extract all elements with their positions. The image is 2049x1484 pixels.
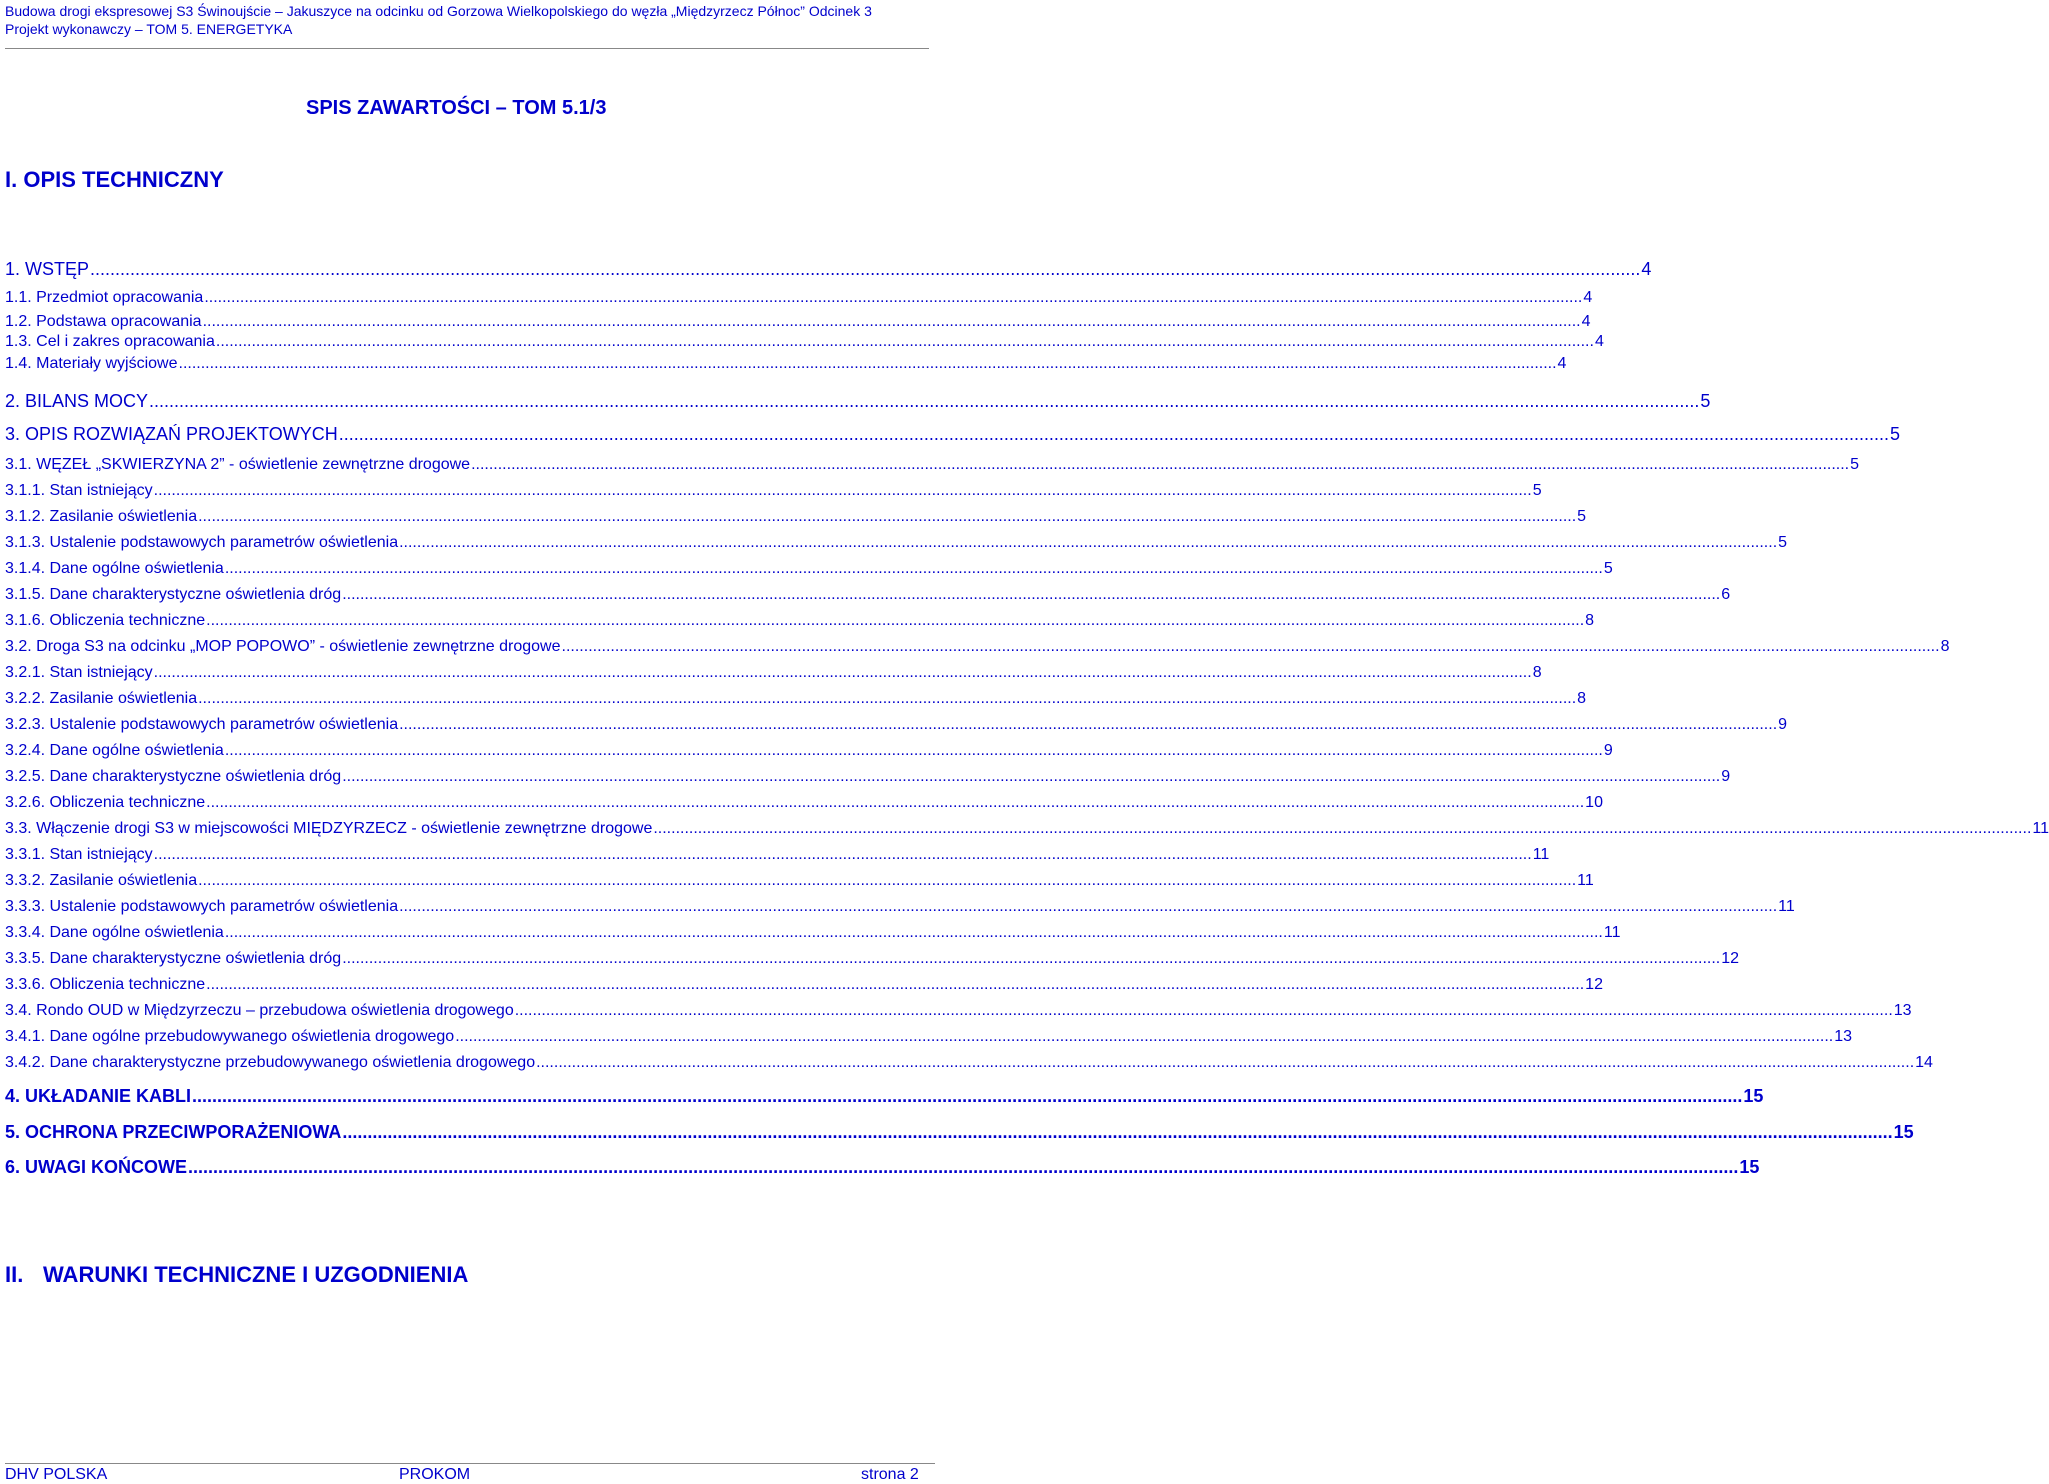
header-volume-title: Projekt wykonawczy – TOM 5. ENERGETYKA xyxy=(5,21,293,37)
toc-page: 13 xyxy=(1893,1002,1912,1019)
toc-label: 4. UKŁADANIE KABLI xyxy=(5,1086,192,1106)
toc-label: 3.3.5. Dane charakterystyczne oświetlenia dróg xyxy=(5,950,342,967)
toc-label: 3.1. WĘZEŁ „SKWIERZYNA 2” - oświetlenie zewnętrzne drogowe xyxy=(5,456,471,473)
toc-leader xyxy=(154,664,1532,682)
toc-page: 11 xyxy=(2032,820,2049,837)
toc-label: 1.1. Przedmiot opracowania xyxy=(5,289,204,306)
toc-entry-3-2[interactable] xyxy=(5,638,1949,656)
toc-label: 3.4.2. Dane charakterystyczne przebudowywanego oświetlenia drogowego xyxy=(5,1054,536,1071)
toc-page: 5 xyxy=(1603,560,1613,577)
toc-label: 3.1.3. Ustalenie podstawowych parametrów oświetlenia xyxy=(5,534,399,551)
toc-page: 8 xyxy=(1532,664,1542,681)
toc-leader xyxy=(188,1157,1738,1178)
toc-label: 3.3.2. Zasilanie oświetlenia xyxy=(5,872,198,889)
toc-leader xyxy=(198,872,1576,890)
toc-page: 11 xyxy=(1577,872,1594,889)
toc-page: 4 xyxy=(1583,289,1593,306)
toc-leader xyxy=(198,690,1576,708)
toc-leader xyxy=(342,1122,1892,1143)
toc-leader xyxy=(225,924,1603,942)
footer-company: DHV POLSKA xyxy=(5,1466,108,1483)
page-header xyxy=(5,2,953,38)
toc-label: 2. BILANS MOCY xyxy=(5,391,149,411)
toc-entry-3-1[interactable] xyxy=(5,456,1859,474)
toc-leader xyxy=(339,424,1889,445)
toc-leader xyxy=(342,768,1720,786)
toc-label: 3.2.4. Dane ogólne oświetlenia xyxy=(5,742,224,759)
toc-entry-3-2-1[interactable] xyxy=(5,664,1542,682)
toc-entry-1-4[interactable] xyxy=(5,355,1566,373)
footer-page-number: strona 2 xyxy=(861,1466,919,1483)
toc-leader xyxy=(154,482,1532,500)
toc-page: 15 xyxy=(1739,1157,1760,1177)
toc-leader xyxy=(203,313,1581,331)
toc-entry-2[interactable] xyxy=(5,391,1710,412)
toc-page: 6 xyxy=(1721,586,1731,603)
toc-label: 1.3. Cel i zakres opracowania xyxy=(5,333,215,350)
toc-leader xyxy=(216,333,1594,351)
toc-entry-3-3-6[interactable] xyxy=(5,976,1603,994)
toc-leader xyxy=(206,612,1584,630)
toc-label: 3.2.3. Ustalenie podstawowych parametrów oświetlenia xyxy=(5,716,399,733)
toc-page: 9 xyxy=(1603,742,1613,759)
header-project-title: Budowa drogi ekspresowej S3 Świnoujście – Jakuszyce na odcinku od Gorzowa Wielkopolskiego do węzła „Międzyrzecz Północ” Odcinek 3 xyxy=(5,3,872,19)
toc-page: 4 xyxy=(1557,355,1567,372)
toc-page: 9 xyxy=(1778,716,1788,733)
toc-label: 3.1.4. Dane ogólne oświetlenia xyxy=(5,560,224,577)
toc-page: 4 xyxy=(1641,259,1652,279)
toc-page: 8 xyxy=(1585,612,1595,629)
toc-page: 5 xyxy=(1778,534,1788,551)
toc-leader xyxy=(198,508,1576,526)
toc-leader xyxy=(225,742,1603,760)
toc-page: 11 xyxy=(1778,898,1795,915)
toc-page: 15 xyxy=(1743,1086,1764,1106)
toc-leader xyxy=(455,1028,1833,1046)
toc-page: 11 xyxy=(1532,846,1550,863)
toc-entry-3-1-4[interactable] xyxy=(5,560,1613,578)
toc-leader xyxy=(653,820,2031,838)
toc-label: 1. WSTĘP xyxy=(5,259,90,279)
footer-partner: PROKOM xyxy=(399,1466,471,1483)
toc-page: 8 xyxy=(1577,690,1587,707)
toc-label: 1.2. Podstawa opracowania xyxy=(5,313,202,330)
toc-label: 3.3.1. Stan istniejący xyxy=(5,846,153,863)
toc-label: 3.2.5. Dane charakterystyczne oświetlenia dróg xyxy=(5,768,342,785)
part-1-heading: I. OPIS TECHNICZNY xyxy=(5,167,224,192)
part-2-heading xyxy=(5,1262,468,1288)
toc-leader xyxy=(192,1086,1742,1107)
toc-label: 3.3.4. Dane ogólne oświetlenia xyxy=(5,924,224,941)
toc-entry-3-2-3[interactable] xyxy=(5,716,1787,734)
part-2-title: WARUNKI TECHNICZNE I UZGODNIENIA xyxy=(43,1262,469,1287)
toc-page: 11 xyxy=(1603,924,1621,941)
toc-label: 1.4. Materiały wyjściowe xyxy=(5,355,178,372)
toc-page: 5 xyxy=(1850,456,1860,473)
toc-leader xyxy=(179,355,1557,373)
toc-entry-3-1-3[interactable] xyxy=(5,534,1787,552)
toc-label: 5. OCHRONA PRZECIWPORAŻENIOWA xyxy=(5,1122,342,1142)
footer-divider xyxy=(5,1463,935,1464)
toc-entry-3-3-2[interactable] xyxy=(5,872,1594,890)
toc-entry-3-3-4[interactable] xyxy=(5,924,1620,942)
toc-entry-3-2-4[interactable] xyxy=(5,742,1613,760)
toc-leader xyxy=(471,456,1849,474)
toc-leader xyxy=(399,898,1777,916)
toc-leader xyxy=(399,716,1777,734)
toc-entry-4[interactable] xyxy=(5,1086,1763,1107)
toc-label: 3.1.6. Obliczenia techniczne xyxy=(5,612,206,629)
toc-page: 5 xyxy=(1532,482,1542,499)
toc-label: 3.4.1. Dane ogólne przebudowywanego oświetlenia drogowego xyxy=(5,1028,455,1045)
toc-leader xyxy=(399,534,1777,552)
toc-entry-3-2-6[interactable] xyxy=(5,794,1603,812)
toc-label: 3.3.6. Obliczenia techniczne xyxy=(5,976,206,993)
toc-page: 8 xyxy=(1940,638,1950,655)
header-divider xyxy=(5,48,929,49)
toc-leader xyxy=(204,289,1582,307)
toc-entry-3-4-1[interactable] xyxy=(5,1028,1852,1046)
toc-page: 4 xyxy=(1594,333,1604,350)
toc-label: 3.4. Rondo OUD w Międzyrzeczu – przebudowa oświetlenia drogowego xyxy=(5,1002,514,1019)
toc-label: 6. UWAGI KOŃCOWE xyxy=(5,1157,188,1177)
toc-label: 3.1.2. Zasilanie oświetlenia xyxy=(5,508,198,525)
toc-page: 9 xyxy=(1721,768,1731,785)
toc-leader xyxy=(515,1002,1893,1020)
toc-leader xyxy=(206,794,1584,812)
toc-entry-1-3[interactable] xyxy=(5,333,1604,351)
toc-entry-1-1[interactable] xyxy=(5,289,1592,307)
toc-label: 3.2. Droga S3 na odcinku „MOP POPOWO” - oświetlenie zewnętrzne drogowe xyxy=(5,638,561,655)
toc-page: 13 xyxy=(1834,1028,1853,1045)
toc-label: 3.1.5. Dane charakterystyczne oświetlenia dróg xyxy=(5,586,342,603)
toc-entry-3-4[interactable] xyxy=(5,1002,1912,1020)
toc-entry-3-3[interactable] xyxy=(5,820,2049,838)
toc-leader xyxy=(562,638,1940,656)
toc-entry-3-1-2[interactable] xyxy=(5,508,1586,526)
toc-label: 3.1.1. Stan istniejący xyxy=(5,482,153,499)
toc-leader xyxy=(342,586,1720,604)
toc-page: 5 xyxy=(1890,424,1901,444)
toc-entry-3-3-1[interactable] xyxy=(5,846,1549,864)
toc-entry-3-3-3[interactable] xyxy=(5,898,1795,916)
toc-page: 12 xyxy=(1721,950,1740,967)
toc-entry-3-1-5[interactable] xyxy=(5,586,1730,604)
toc-title: SPIS ZAWARTOŚCI – TOM 5.1/3 xyxy=(306,97,607,119)
toc-entry-1[interactable] xyxy=(5,259,1651,280)
toc-entry-3-2-5[interactable] xyxy=(5,768,1730,786)
toc-label: 3.3.3. Ustalenie podstawowych parametrów oświetlenia xyxy=(5,898,399,915)
toc-leader xyxy=(154,846,1532,864)
toc-leader xyxy=(90,259,1640,280)
toc-entry-3-1-1[interactable] xyxy=(5,482,1542,500)
toc-label: 3.2.2. Zasilanie oświetlenia xyxy=(5,690,198,707)
toc-page: 14 xyxy=(1915,1054,1933,1071)
toc-leader xyxy=(206,976,1584,994)
toc-entry-3-2-2[interactable] xyxy=(5,690,1586,708)
toc-label: 3.2.1. Stan istniejący xyxy=(5,664,153,681)
toc-entry-3-1-6[interactable] xyxy=(5,612,1594,630)
toc-page: 5 xyxy=(1700,391,1711,411)
toc-leader xyxy=(225,560,1603,578)
toc-page: 4 xyxy=(1581,313,1591,330)
toc-page: 10 xyxy=(1585,794,1603,811)
toc-page: 12 xyxy=(1585,976,1603,993)
toc-entry-5[interactable] xyxy=(5,1122,1914,1143)
toc-entry-3[interactable] xyxy=(5,424,1900,445)
toc-page: 5 xyxy=(1577,508,1587,525)
toc-entry-3-3-5[interactable] xyxy=(5,950,1739,968)
toc-label: 3.3. Włączenie drogi S3 w miejscowości MIĘDZYRZECZ - oświetlenie zewnętrzne drogowe xyxy=(5,820,653,837)
toc-leader xyxy=(342,950,1720,968)
toc-label: 3.2.6. Obliczenia techniczne xyxy=(5,794,206,811)
part-2-numeral: II. xyxy=(5,1262,24,1287)
toc-page: 15 xyxy=(1893,1122,1914,1142)
toc-label: 3. OPIS ROZWIĄZAŃ PROJEKTOWYCH xyxy=(5,424,338,444)
toc-entry-1-2[interactable] xyxy=(5,313,1591,331)
toc-entry-3-4-2[interactable] xyxy=(5,1054,1933,1072)
toc-leader xyxy=(149,391,1699,412)
toc-leader xyxy=(536,1054,1914,1072)
toc-entry-6[interactable] xyxy=(5,1157,1759,1178)
